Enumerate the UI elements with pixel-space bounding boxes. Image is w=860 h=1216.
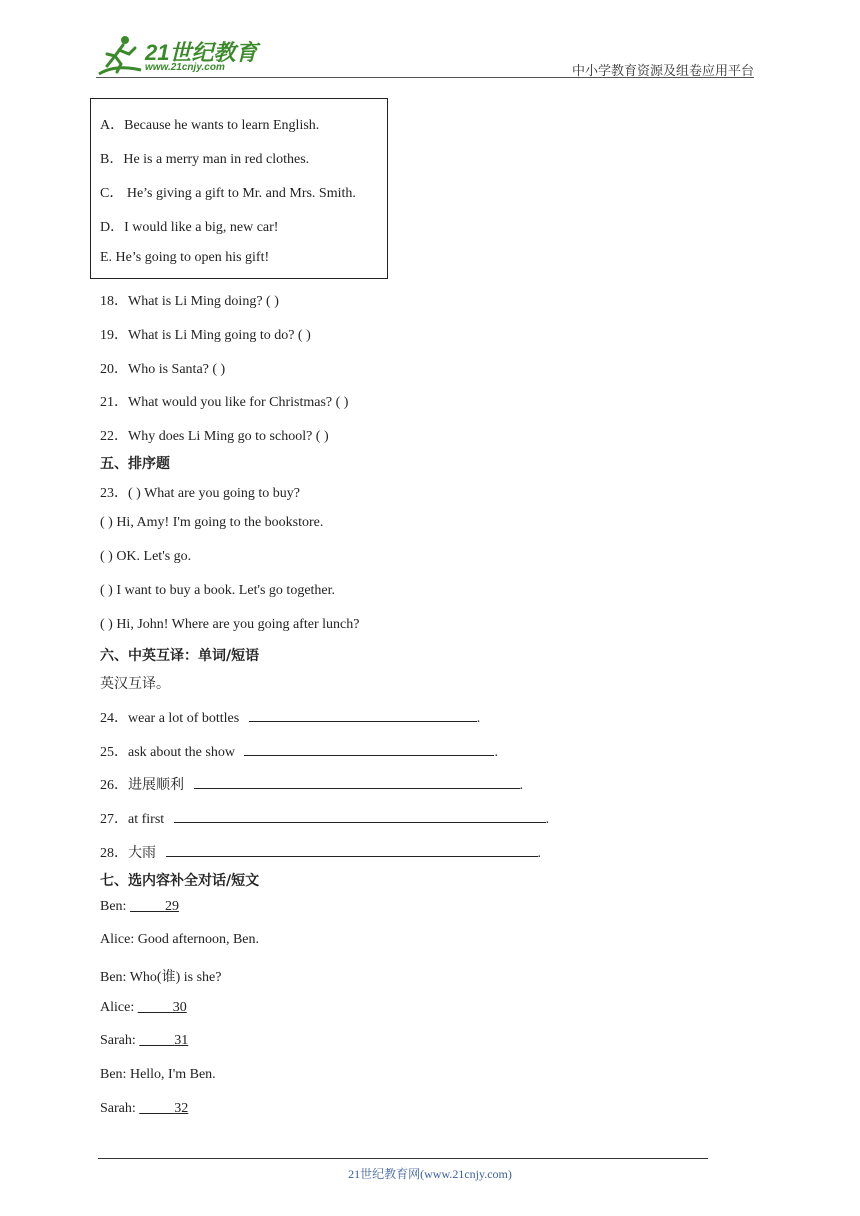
translate-item-27: 27．at first . — [100, 808, 549, 828]
option-d: D．I would like a big, new car! — [100, 220, 279, 235]
logo-url: www.21cnjy.com — [145, 62, 225, 73]
logo-text: 21世纪教育 — [145, 40, 258, 65]
blank-number[interactable]: 30 — [172, 1000, 187, 1015]
dialogue-line: Ben: 29 — [100, 899, 179, 914]
option-e: E. He’s going to open his gift! — [100, 250, 270, 265]
platform-name: 中小学教育资源及组卷应用平台 — [571, 63, 754, 78]
dialogue-line: Alice: 30 — [100, 1000, 187, 1015]
order-line: ( ) OK. Let's go. — [100, 549, 192, 564]
answer-blank[interactable] — [174, 808, 546, 823]
dialogue-line: Sarah: 31 — [100, 1033, 189, 1048]
order-line: ( ) Hi, John! Where are you going after lunch? — [100, 617, 360, 632]
question-22: 22．Why does Li Ming go to school? ( ) — [100, 429, 329, 444]
order-line-23: 23．( ) What are you going to buy? — [100, 486, 300, 501]
page-header — [0, 0, 860, 80]
section7-title: 七、选内容补全对话/短文 — [100, 873, 260, 889]
dialogue-line: Sarah: 32 — [100, 1101, 189, 1116]
section6-title: 六、中英互译：单词/短语 — [100, 648, 260, 664]
question-19: 19．What is Li Ming going to do? ( ) — [100, 328, 311, 343]
order-line: ( ) I want to buy a book. Let's go together. — [100, 583, 336, 598]
blank-number[interactable]: 29 — [164, 899, 179, 914]
footer-text: 21世纪教育网(www.21cnjy.com) — [348, 1167, 512, 1181]
translate-item-24: 24．wear a lot of bottles . — [100, 707, 480, 727]
blank-number[interactable]: 31 — [174, 1033, 189, 1048]
question-20: 20．Who is Santa? ( ) — [100, 362, 226, 377]
section6-instruction: 英汉互译。 — [100, 677, 170, 692]
header-divider — [96, 77, 754, 78]
translate-item-28: 28．大雨 . — [100, 842, 541, 862]
order-line: ( ) Hi, Amy! I'm going to the bookstore. — [100, 515, 324, 530]
answer-blank[interactable] — [166, 842, 538, 857]
answer-blank[interactable] — [194, 774, 520, 789]
translate-item-26: 26．进展顺利 . — [100, 774, 523, 794]
option-b: B．He is a merry man in red clothes. — [100, 152, 310, 167]
dialogue-line: Ben: Hello, I'm Ben. — [100, 1067, 216, 1082]
footer-divider — [98, 1158, 708, 1159]
question-21: 21．What would you like for Christmas? ( ) — [100, 395, 349, 410]
dialogue-line: Alice: Good afternoon, Ben. — [100, 932, 260, 947]
option-a: A．Because he wants to learn English. — [100, 118, 320, 133]
dialogue-line: Ben: Who(谁) is she? — [100, 970, 222, 985]
question-18: 18．What is Li Ming doing? ( ) — [100, 294, 279, 309]
blank-number[interactable]: 32 — [174, 1101, 189, 1116]
answer-blank[interactable] — [244, 741, 494, 756]
translate-item-25: 25．ask about the show . — [100, 741, 498, 761]
section5-title: 五、排序题 — [100, 456, 170, 472]
logo — [95, 34, 265, 78]
option-c: C． He’s giving a gift to Mr. and Mrs. Smith. — [100, 186, 356, 201]
runner-logo-icon — [95, 34, 145, 78]
answer-blank[interactable] — [249, 707, 477, 722]
